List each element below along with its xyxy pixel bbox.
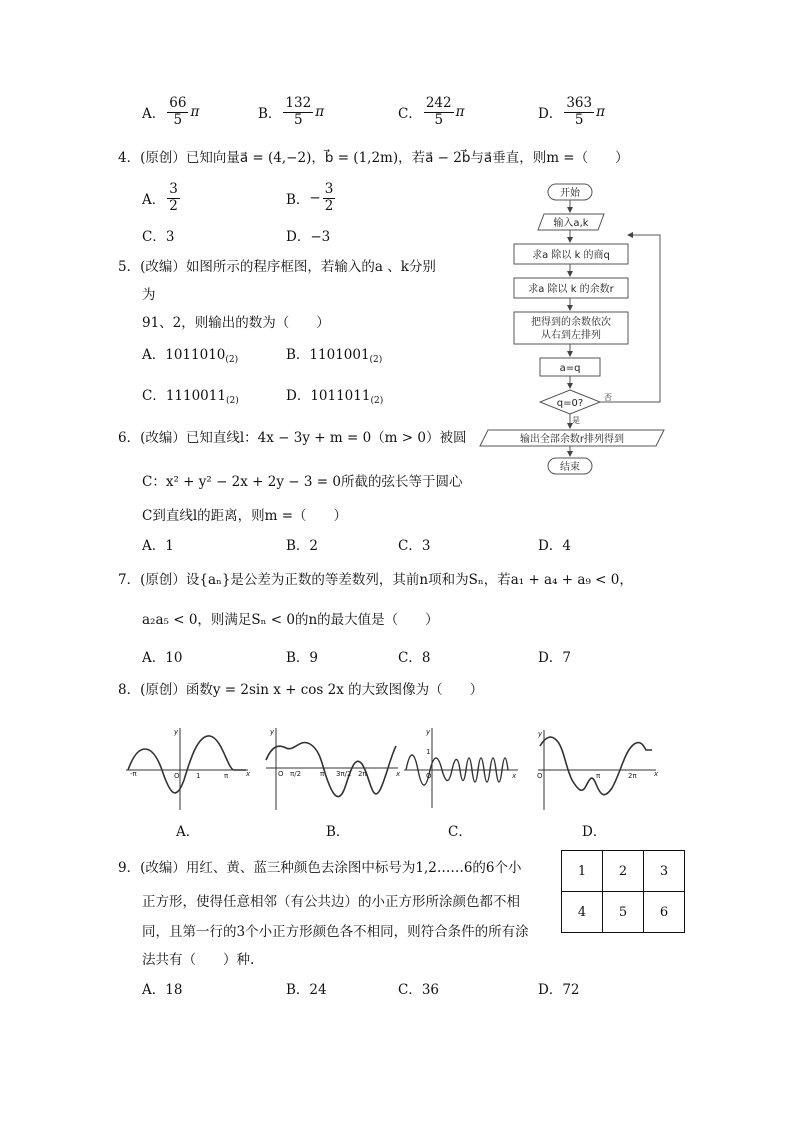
grid-cell: 3 <box>644 851 685 892</box>
y-label: y <box>426 728 431 736</box>
graph-d-curve <box>540 737 652 795</box>
pi-symbol: π <box>455 104 465 121</box>
q9-grid <box>561 850 685 933</box>
graph-d <box>532 724 662 814</box>
option-text: D．1011011 <box>286 388 371 404</box>
graph-b-curve <box>266 742 396 796</box>
grid-cell: 1 <box>562 851 603 892</box>
tick-three-half-pi: 3π/2 <box>336 770 352 778</box>
q6-option-b: B．2 <box>286 538 319 554</box>
pi-symbol: π <box>596 104 605 121</box>
y-label: y <box>174 728 179 736</box>
q5-option-c <box>142 388 239 407</box>
q6-stem-line3: C到直线l的距离，则m =（ ） <box>142 508 348 524</box>
quotient-text: 求a 除以 k 的商q <box>532 250 610 261</box>
numerator: 363 <box>566 95 593 111</box>
q5-stem-line3: 91、2，则输出的数为（ ） <box>142 315 330 331</box>
q9-option-d: D．72 <box>538 982 580 998</box>
fraction <box>167 182 180 214</box>
q9-stem-line1: 9．(改编）用红、黄、蓝三种颜色去涂图中标号为1,2……6的6个小 <box>118 860 522 876</box>
denominator: 2 <box>324 197 334 214</box>
tick-pi: π <box>596 772 601 780</box>
base-subscript: (2) <box>225 396 239 406</box>
origin-label: O <box>278 770 284 778</box>
q9-stem-line4: 法共有（ ）种. <box>142 952 255 968</box>
denominator: 2 <box>169 197 178 214</box>
fraction <box>283 96 313 128</box>
numerator: 66 <box>169 95 187 111</box>
q4-option-b <box>286 182 337 214</box>
x-label: x <box>246 770 251 778</box>
base-subscript: (2) <box>369 355 383 365</box>
fraction <box>323 182 336 214</box>
grid-row <box>562 851 685 892</box>
q3-option-a <box>142 96 199 128</box>
q5-stem-line2: 为 <box>142 287 156 303</box>
graph-c <box>402 724 522 814</box>
numerator: 132 <box>285 95 312 111</box>
fraction <box>424 96 454 128</box>
q6-stem-line1: 6．(改编）已知直线l：4x − 3y + m = 0（m > 0）被圆 <box>118 430 467 446</box>
q9-option-c: C．36 <box>398 982 440 998</box>
input-text: 输入a,k <box>553 218 589 229</box>
base-subscript: (2) <box>370 396 384 406</box>
x-label: x <box>654 770 659 778</box>
q8-stem: 8．(原创）函数y = 2sin x + cos 2x 的大致图像为（ ） <box>118 682 484 698</box>
option-label: D． <box>538 106 563 123</box>
q6-option-d: D．4 <box>538 538 571 554</box>
origin-label: O <box>537 772 543 780</box>
yes-label: 是 <box>572 416 580 425</box>
option-text: B．1101001 <box>286 347 370 363</box>
tick-pi: π <box>320 770 325 778</box>
flowchart <box>478 178 668 478</box>
pi-symbol: π <box>190 104 200 121</box>
q9-stem-line3: 同，且第一行的3个小正方形颜色各不相同，则符合条件的所有涂 <box>142 924 529 940</box>
no-label: 否 <box>604 393 612 402</box>
option-text: C．1110011 <box>142 388 226 404</box>
tick-one: 1 <box>196 772 201 780</box>
graph-a-curve <box>128 736 246 793</box>
minus-sign: − <box>309 190 321 207</box>
numerator: 3 <box>169 181 178 197</box>
tick-half-pi: π/2 <box>290 770 302 778</box>
grid-cell: 6 <box>644 892 685 933</box>
q8-option-c: C． <box>448 824 472 840</box>
tick-neg-pi: -π <box>130 770 137 778</box>
option-text: A．1011010 <box>142 347 226 363</box>
q3-option-d <box>538 96 605 128</box>
grid-row <box>562 892 685 933</box>
q5-option-a <box>142 347 238 366</box>
x-label: x <box>512 772 517 780</box>
graph-a <box>124 724 254 814</box>
tick-two-pi: 2π <box>628 772 637 780</box>
q7-option-c: C．8 <box>398 650 431 666</box>
option-label: A． <box>142 106 166 123</box>
option-label: B． <box>286 192 310 209</box>
base-subscript: (2) <box>225 355 239 365</box>
q5-stem-line1: 5．(改编）如图所示的程序框图，若输入的a 、k分别 <box>118 259 436 275</box>
graph-b <box>262 724 402 814</box>
q8-option-d: D． <box>582 824 607 840</box>
tick-two-pi: 2π <box>358 770 367 778</box>
q4-stem: 4．(原创）已知向量a⃗ = (4,−2)，b⃗ = (1,2m)，若a⃗ − 2b⃗与a⃗垂直，则m =（ ） <box>118 150 629 166</box>
q5-option-d <box>286 388 383 407</box>
option-label: A． <box>142 192 166 209</box>
q4-option-a <box>142 182 182 214</box>
q9-option-a: A．18 <box>142 982 183 998</box>
fraction <box>564 96 594 128</box>
numerator: 3 <box>324 181 334 197</box>
assign-text: a=q <box>559 363 581 374</box>
fraction <box>167 96 188 128</box>
denominator: 5 <box>173 111 183 128</box>
q6-option-a: A．1 <box>142 538 174 554</box>
grid-cell: 5 <box>603 892 644 933</box>
q8-option-a: A． <box>176 824 200 840</box>
q3-option-b <box>258 96 324 128</box>
output-text: 输出全部余数r排列得到 <box>519 434 625 445</box>
q6-option-c: C．3 <box>398 538 431 554</box>
q4-option-d: D．−3 <box>286 229 331 245</box>
q9-option-b: B．24 <box>286 982 327 998</box>
q7-stem-line2: a₂a₅ < 0，则满足Sₙ < 0的n的最大值是（ ） <box>142 612 439 628</box>
q6-stem-line2: C：x² + y² − 2x + 2y − 3 = 0所截的弦长等于圆心 <box>142 474 463 490</box>
q3-option-c <box>398 96 465 128</box>
condition-text: q=0? <box>556 398 584 409</box>
denominator: 5 <box>574 111 584 128</box>
q9-stem-line2: 正方形，使得任意相邻（有公共边）的小正方形所涂颜色都不相 <box>142 894 520 910</box>
option-label: B． <box>258 106 282 123</box>
tick-pi: π <box>224 772 229 780</box>
q7-option-a: A．10 <box>142 650 183 666</box>
denominator: 5 <box>294 111 303 128</box>
option-label: C． <box>398 106 422 123</box>
pi-symbol: π <box>315 104 325 121</box>
grid-cell: 4 <box>562 892 603 933</box>
end-text: 结束 <box>560 462 580 473</box>
origin-label: O <box>426 772 432 780</box>
arrange-text-1: 把得到的余数依次 <box>531 317 611 328</box>
y-label: y <box>538 730 543 738</box>
x-label: x <box>396 770 401 778</box>
arrange-text-2: 从右到左排列 <box>541 330 601 341</box>
tick-one: 1 <box>426 748 431 756</box>
q7-stem-line1: 7．(原创）设{aₙ}是公差为正数的等差数列，其前n项和为Sₙ，若a₁ + a₄ + a₉ < 0， <box>118 572 633 588</box>
q7-option-d: D．7 <box>538 650 571 666</box>
q5-option-b <box>286 347 382 366</box>
y-label: y <box>270 728 275 736</box>
origin-label: O <box>174 772 180 780</box>
start-text: 开始 <box>560 188 580 199</box>
q7-option-b: B．9 <box>286 650 319 666</box>
denominator: 5 <box>434 111 444 128</box>
numerator: 242 <box>425 95 452 111</box>
q4-option-c: C．3 <box>142 229 175 245</box>
q8-option-b: B． <box>326 824 350 840</box>
remainder-text: 求a 除以 k 的余数r <box>528 284 614 295</box>
grid-cell: 2 <box>603 851 644 892</box>
